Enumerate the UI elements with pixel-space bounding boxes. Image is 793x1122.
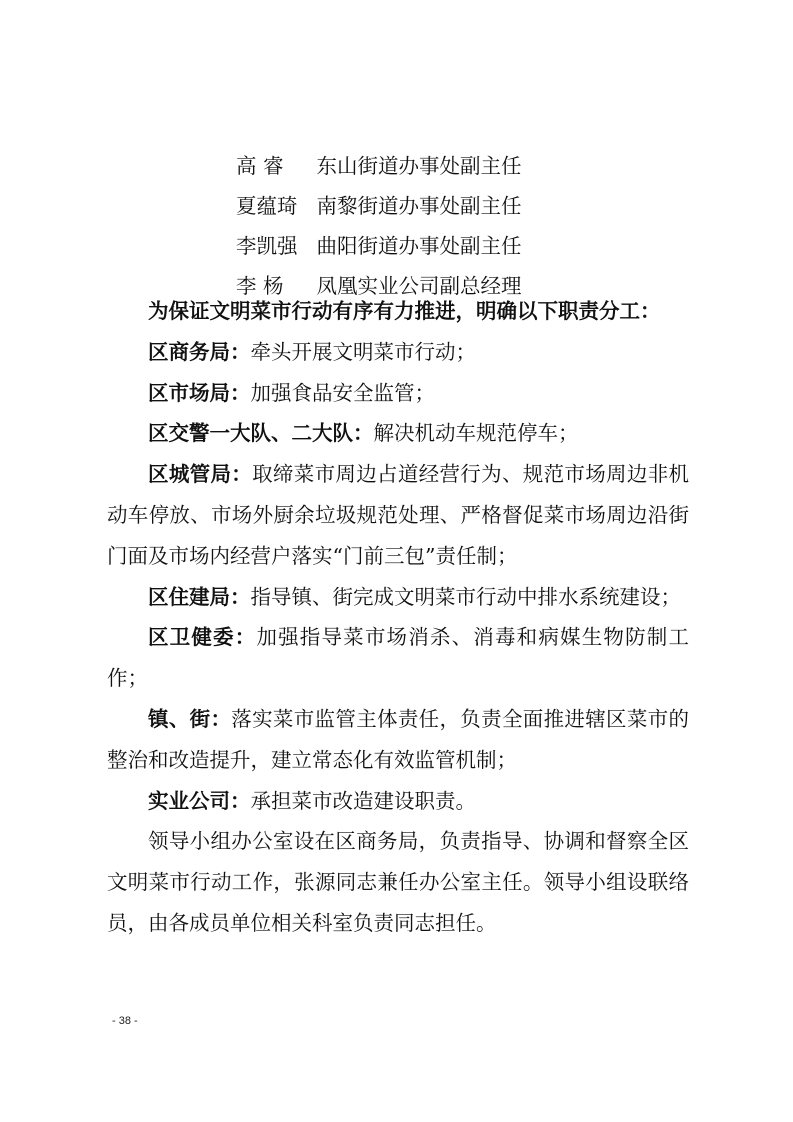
duty-text: 取缔菜市周边占道经营行为、规范市场周边非机动车停放、市场外厨余垃圾规范处理、严格督促菜市场周边沿街门面及市场内经营户落实“门前三包”责任制； [107,462,690,568]
duty-text: 解决机动车规范停车； [373,421,579,446]
member-row [236,186,716,226]
member-list [236,146,716,306]
duty-text: 承担菜市改造建设职责。 [250,788,476,813]
page-number: - 38 - [112,1015,138,1027]
member-row [236,226,716,266]
duty-paragraph [107,577,689,618]
member-name: 李凯强 [236,234,298,258]
duty-paragraph [107,454,689,576]
duty-lead: 区市场局： [148,380,251,405]
member-name: 夏蕴琦 [236,194,298,218]
duty-paragraph [107,373,689,414]
duty-text: 加强食品安全监管； [250,380,435,405]
duty-lead: 实业公司： [148,788,251,813]
duty-paragraph [107,617,689,699]
duty-lead: 区住建局： [148,584,251,609]
duty-paragraph [107,699,689,781]
duty-paragraph [107,781,689,822]
duty-paragraph [107,332,689,373]
duty-text: 指导镇、街完成文明菜市行动中排水系统建设； [250,584,681,609]
duties-intro-heading: 为保证文明菜市行动有序有力推进，明确以下职责分工： [148,299,661,323]
body-text [107,291,689,944]
duty-text: 牵头开展文明菜市行动； [250,339,476,364]
duty-lead: 区城管局： [148,462,253,487]
member-role: 南黎街道办事处副主任 [316,194,522,218]
member-row [236,146,716,186]
member-name: 李 杨 [236,274,284,298]
member-role: 曲阳街道办事处副主任 [316,234,522,258]
member-role: 凤凰实业公司副总经理 [316,274,522,298]
duty-lead: 区交警一大队、二大队： [148,421,374,446]
closing-paragraph: 领导小组办公室设在区商务局，负责指导、协调和督察全区文明菜市行动工作，张源同志兼任办公室主任。领导小组设联络员，由各成员单位相关科室负责同志担任。 [107,829,689,935]
duty-lead: 区商务局： [148,339,251,364]
duty-text: 加强指导菜市场消杀、消毒和病媒生物防制工作； [107,625,689,691]
duty-lead: 镇、街： [148,706,232,731]
duty-text: 落实菜市监管主体责任，负责全面推进辖区菜市的整治和改造提升，建立常态化有效监管机制； [107,706,689,772]
duty-paragraph [107,413,689,454]
member-role: 东山街道办事处副主任 [316,154,522,178]
duty-lead: 区卫健委： [148,625,257,650]
member-name: 高 睿 [236,154,284,178]
